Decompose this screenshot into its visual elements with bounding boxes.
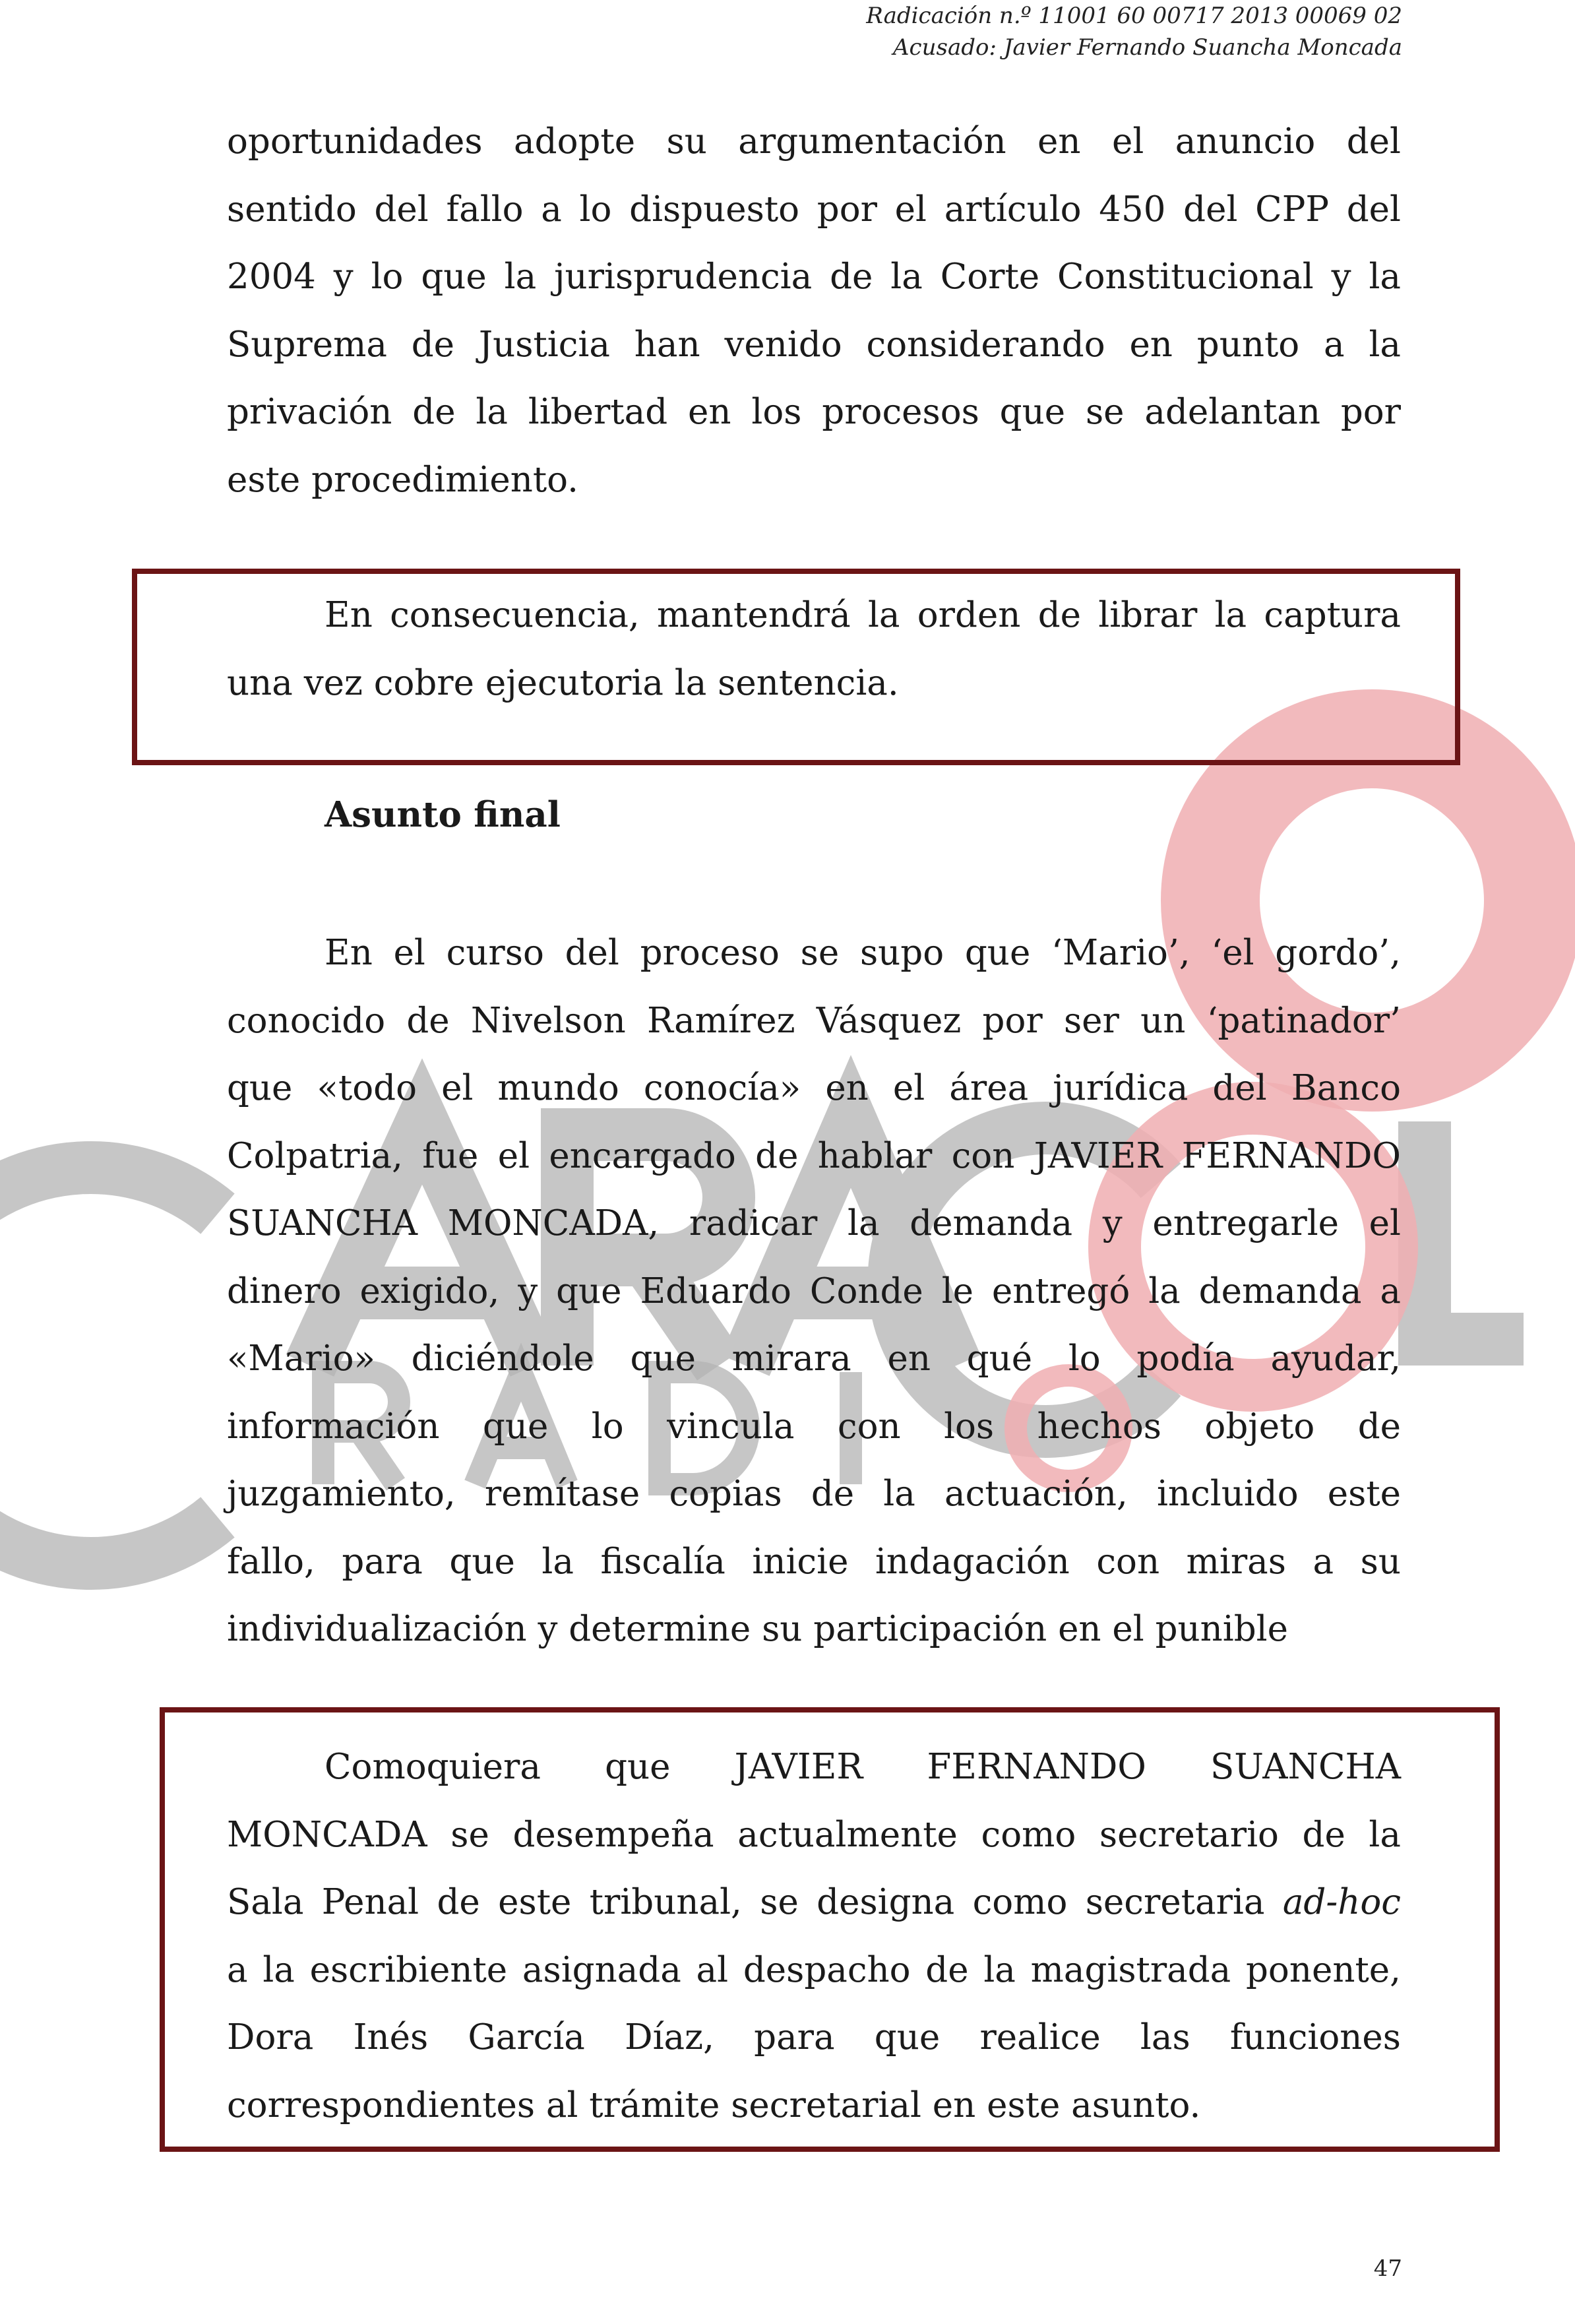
paragraph-3-line: «Mario» diciéndole que mirara en qué lo podía ayudar, <box>227 1338 1401 1379</box>
paragraph-4 <box>227 1734 1401 2139</box>
watermark-letter-c1 <box>0 1168 218 1563</box>
paragraph-3-line: juzgamiento, remítase copias de la actuación, incluido este <box>227 1474 1401 1514</box>
paragraph-3-line: individualización y determine su participación en el punible <box>227 1609 1288 1649</box>
paragraph-4-line: a la escribiente asignada al despacho de la magistrada ponente, <box>227 1949 1401 1990</box>
paragraph-1-line: Suprema de Justicia han venido considerando en punto a la <box>227 324 1401 365</box>
paragraph-1-line: privación de la libertad en los procesos que se adelantan por <box>227 392 1401 432</box>
document-header <box>866 0 1402 63</box>
paragraph-4-line: Comoquiera que JAVIER FERNANDO SUANCHA <box>324 1747 1401 1787</box>
paragraph-3-line: conocido de Nivelson Ramírez Vásquez por ser un ‘patinador’ <box>227 1000 1401 1041</box>
paragraph-3-line: información que lo vincula con los hechos objeto de <box>227 1406 1401 1447</box>
paragraph-1-line: sentido del fallo a lo dispuesto por el artículo 450 del CPP del <box>227 189 1401 230</box>
paragraph-1 <box>227 108 1401 514</box>
paragraph-2-line: En consecuencia, mantendrá la orden de librar la captura <box>324 595 1401 635</box>
header-radicacion: Radicación n.º 11001 60 00717 2013 00069 02 <box>866 3 1402 29</box>
paragraph-1-line: oportunidades adopte su argumentación en el anuncio del <box>227 121 1401 162</box>
paragraph-3-line: En el curso del proceso se supo que ‘Mario’, ‘el gordo’, <box>324 933 1401 973</box>
paragraph-1-line: este procedimiento. <box>227 459 579 500</box>
paragraph-2-line: una vez cobre ejecutoria la sentencia. <box>227 662 899 703</box>
ad-hoc-term: ad-hoc <box>1282 1882 1401 1922</box>
paragraph-3-line: dinero exigido, y que Eduardo Conde le entregó la demanda a <box>227 1271 1401 1311</box>
paragraph-2 <box>227 582 1401 717</box>
paragraph-4-line: MONCADA se desempeña actualmente como secretario de la <box>227 1814 1401 1855</box>
header-acusado: Acusado: Javier Fernando Suancha Moncada <box>893 34 1402 61</box>
paragraph-1-line: 2004 y lo que la jurisprudencia de la Corte Constitucional y la <box>227 257 1401 297</box>
page-number: 47 <box>1373 2255 1402 2282</box>
paragraph-3-line: fallo, para que la fiscalía inicie indagación con miras a su <box>227 1541 1401 1582</box>
section-heading: Asunto final <box>324 794 561 835</box>
paragraph-3-line: Colpatria, fue el encargado de hablar con JAVIER FERNANDO <box>227 1135 1401 1176</box>
paragraph-3-line: SUANCHA MONCADA, radicar la demanda y entregarle el <box>227 1203 1401 1243</box>
paragraph-3 <box>227 920 1401 1664</box>
paragraph-4-line3-text: Sala Penal de este tribunal, se designa como secretaria <box>227 1882 1283 1922</box>
paragraph-4-line: correspondientes al trámite secretarial en este asunto. <box>227 2085 1201 2125</box>
paragraph-4-line: Dora Inés García Díaz, para que realice las funciones <box>227 2017 1401 2057</box>
paragraph-4-line <box>227 1869 1401 1937</box>
paragraph-3-line: que «todo el mundo conocía» en el área jurídica del Banco <box>227 1068 1401 1108</box>
watermark-letter-l <box>1425 1121 1524 1339</box>
